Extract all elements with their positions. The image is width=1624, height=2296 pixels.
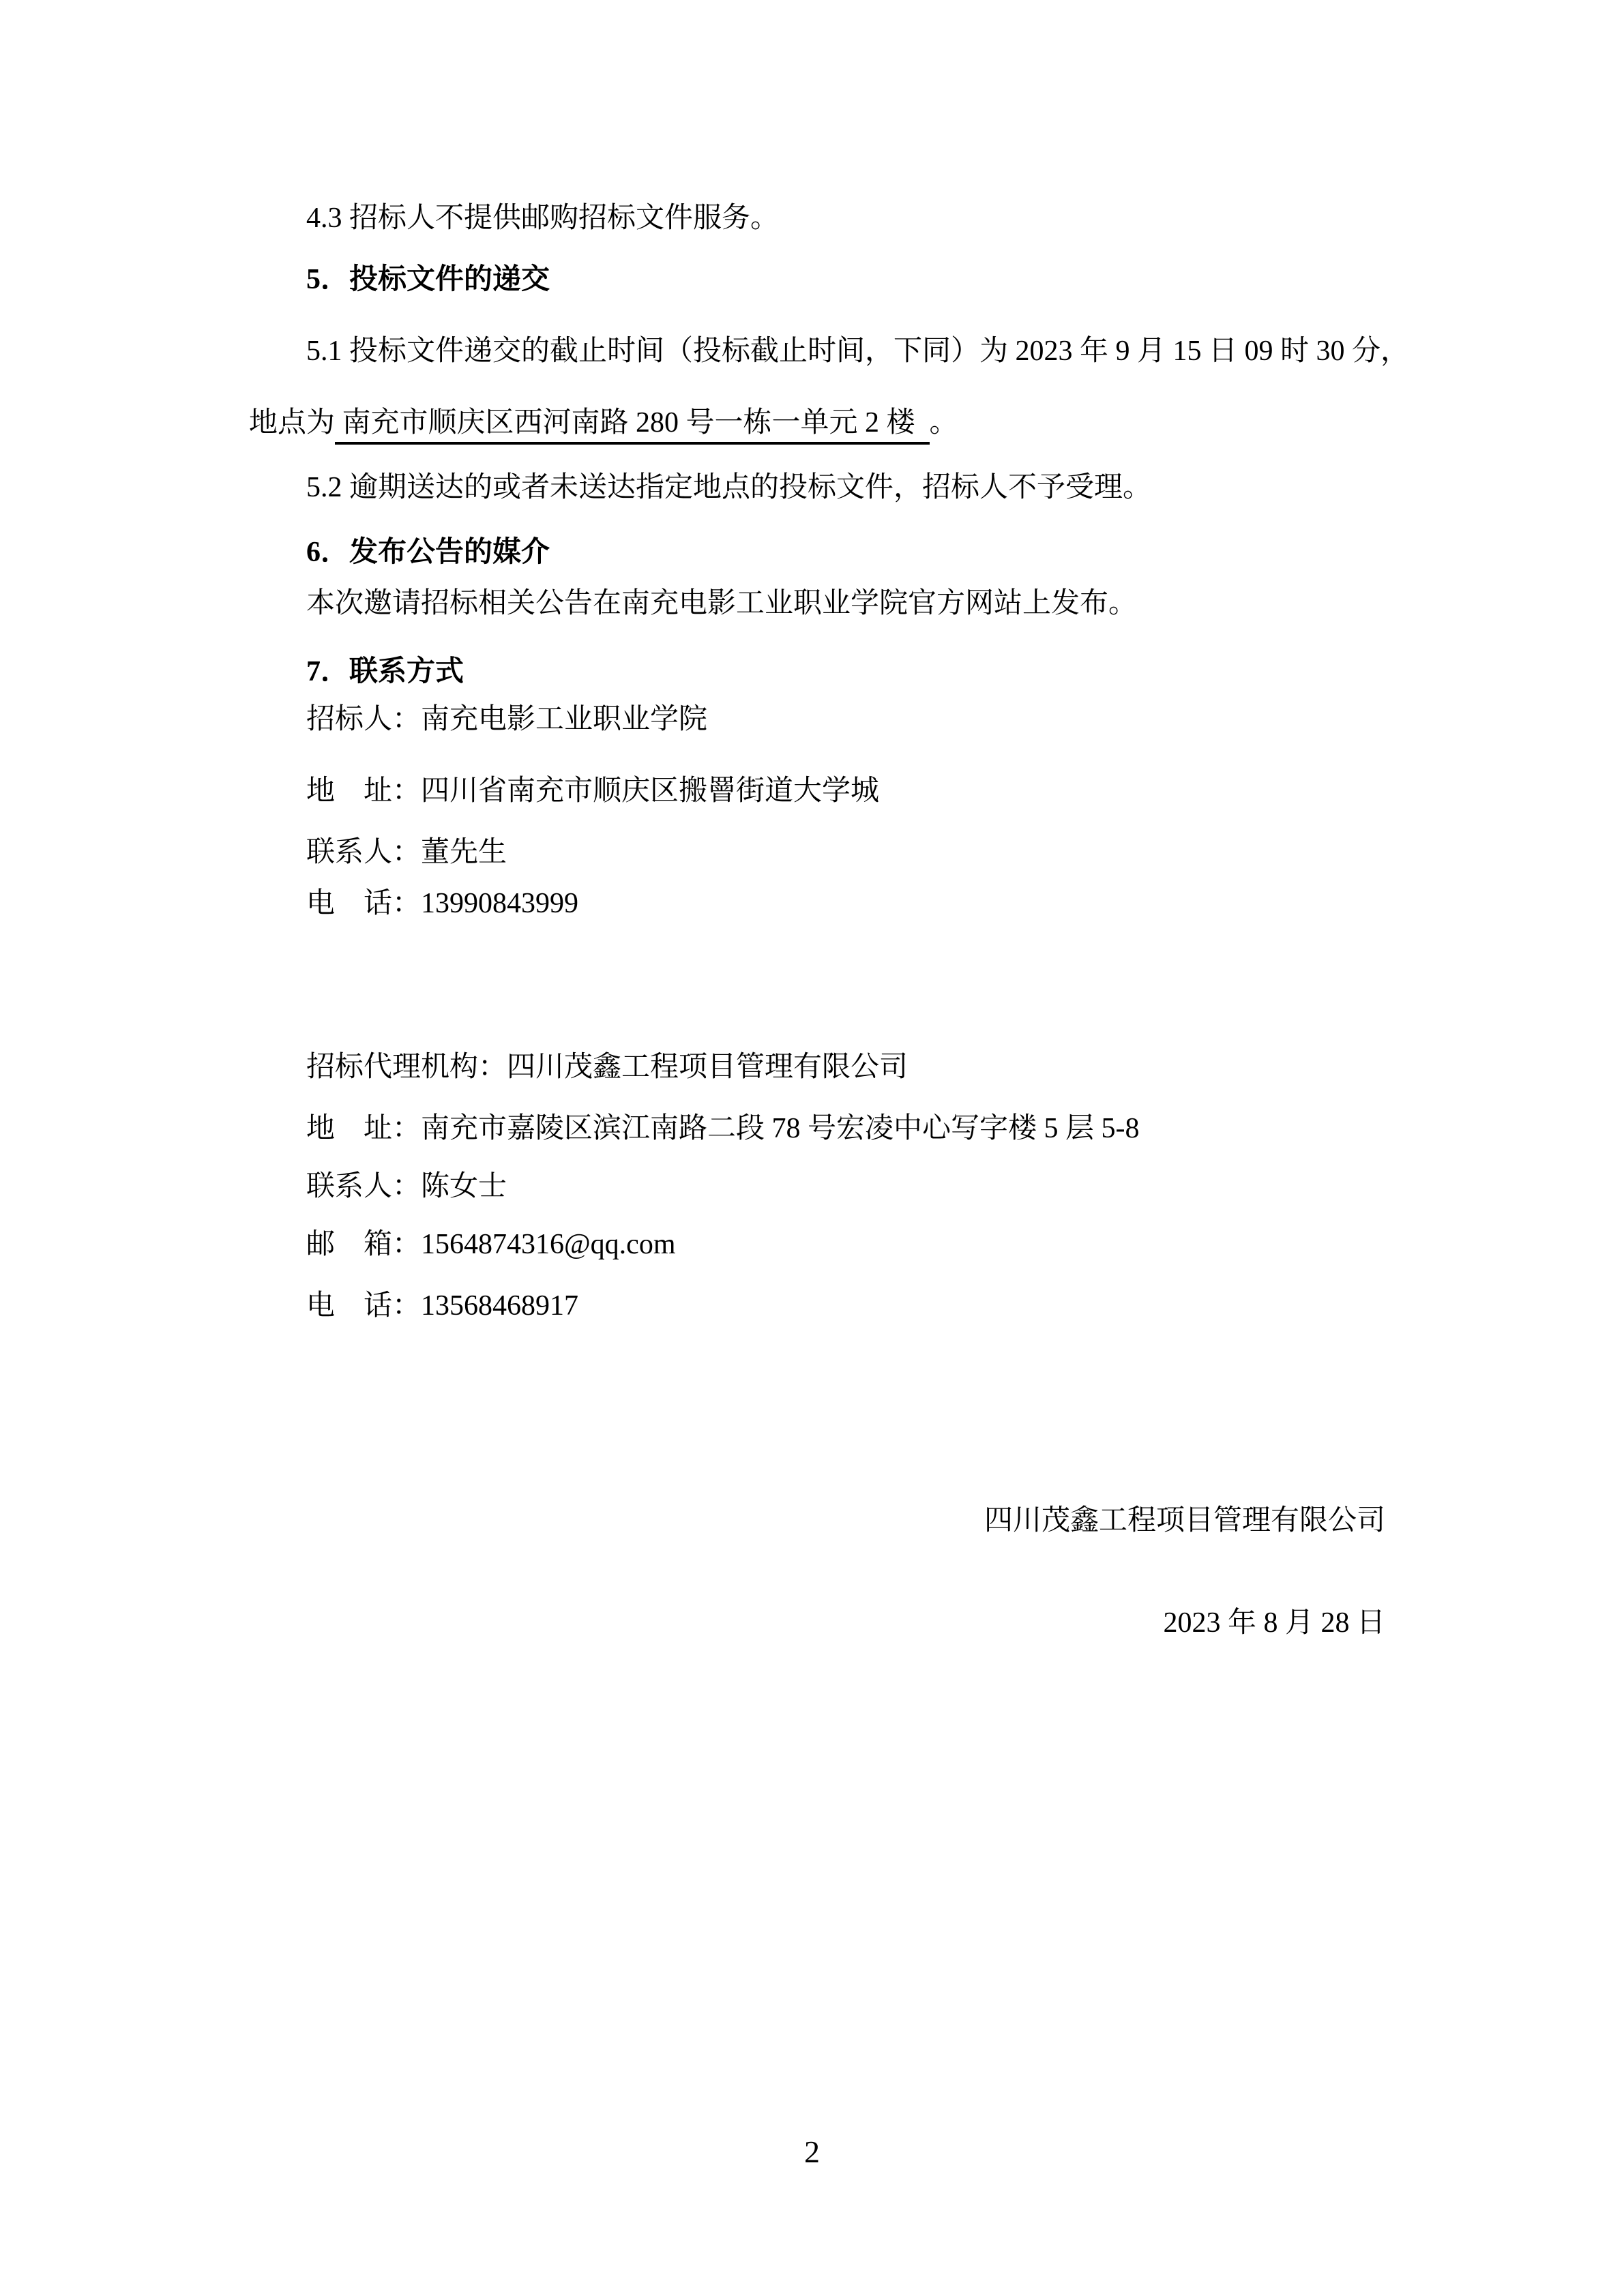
tenderer-address-line: 地 址：四川省南充市顺庆区搬罾街道大学城 (306, 775, 880, 807)
signature-block (249, 1504, 1399, 1640)
agency-phone-line: 电 话：13568468917 (306, 1290, 579, 1322)
signature-date: 2023 年 8 月 28 日 (1163, 1607, 1385, 1639)
section-6-heading: 6．发布公告的媒介 (306, 537, 550, 568)
agency-address-line: 地 址：南充市嘉陵区滨江南路二段 78 号宏凌中心写字楼 5 层 5-8 (306, 1113, 1140, 1144)
section-7-heading: 7．联系方式 (306, 656, 464, 687)
page-number: 2 (804, 2134, 820, 2169)
tenderer-contact-line: 联系人：董先生 (306, 837, 507, 868)
agency-contact-line: 联系人：陈女士 (306, 1171, 507, 1202)
section-6-body: 本次邀请招标相关公告在南充电影工业职业学院官方网站上发布。 (306, 588, 1138, 619)
section-5-heading: 5．投标文件的递交 (306, 264, 550, 295)
clause-4-3: 4.3 招标人不提供邮购招标文件服务。 (306, 203, 780, 234)
tenderer-phone-line: 电 话：13990843999 (306, 888, 579, 919)
submission-location-period: 。 (929, 407, 958, 438)
clause-5-1-line1: 5.1 投标文件递交的截止时间（投标截止时间，下同）为 2023 年 9 月 15 日 09 时 30 分， (306, 336, 1410, 367)
submission-location-label: 地点为 (249, 407, 336, 438)
submission-location-value: 南充市顺庆区西河南路 280 号一栋一单元 2 楼 (335, 407, 930, 445)
tenderer-name-line: 招标人：南充电影工业职业学院 (306, 704, 708, 735)
agency-email-line: 邮 箱：1564874316@qq.com (306, 1229, 676, 1260)
signature-company: 四川茂鑫工程项目管理有限公司 (984, 1505, 1385, 1536)
agency-name-line: 招标代理机构：四川茂鑫工程项目管理有限公司 (306, 1052, 909, 1083)
clause-5-2: 5.2 逾期送达的或者未送达指定地点的投标文件，招标人不予受理。 (306, 472, 1152, 503)
clause-5-1-line2 (249, 406, 1399, 440)
